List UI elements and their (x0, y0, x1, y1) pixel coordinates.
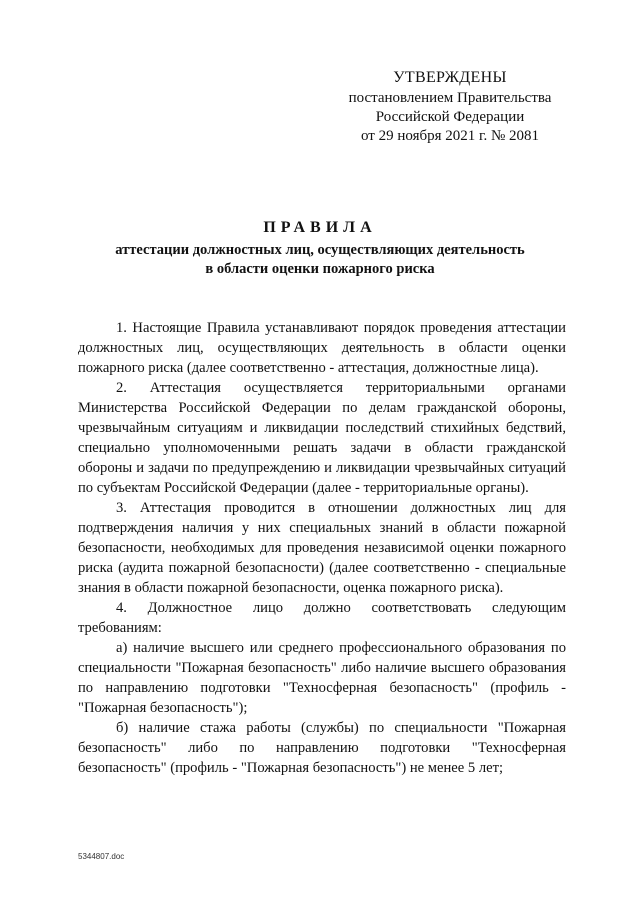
paragraph-2: 2. Аттестация осуществляется территориальными органами Министерства Российской Федерации по делам гражданской обороны, чрезвычайным ситуациям и ликвидации последствий стихийных бедствий, специально уполномоченными решать задачи в области гражданской обороны и задачи по предупреждению и ликвидации чрезвычайных ситуаций по субъектам Российской Федерации (далее - территориальные органы). (78, 380, 566, 496)
paragraph-4a: а) наличие высшего или среднего профессионального образования по специальности "Пожарная безопасность" либо наличие высшего образования по направлению подготовки "Техносферная безопасность" (профиль - "Пожарная безопасность"); (78, 640, 566, 716)
paragraph-4b: б) наличие стажа работы (службы) по специальности "Пожарная безопасность" либо по направлению подготовки "Техносферная безопасность" (профиль - "Пожарная безопасность") не менее 5 лет; (78, 720, 566, 776)
paragraph-4: 4. Должностное лицо должно соответствовать следующим требованиям: (78, 600, 566, 636)
approval-line-1: постановлением Правительства (348, 90, 552, 106)
subtitle-line-2: в области оценки пожарного риска (205, 261, 435, 277)
document-subtitle (70, 241, 570, 279)
approval-line-2: Российской Федерации (375, 109, 525, 125)
approval-stamp (330, 68, 570, 146)
file-name-footer: 5344807.doc (78, 852, 125, 861)
subtitle-line-1: аттестации должностных лиц, осуществляющих деятельность (115, 242, 525, 258)
document-body (78, 318, 566, 778)
paragraph-3: 3. Аттестация проводится в отношении должностных лиц для подтверждения наличия у них специальных знаний в области пожарной безопасности, необходимых для проведения независимой оценки пожарного риска (аудита пожарной безопасности) (далее соответственно - специальные знания в области пожарной безопасности, оценка пожарного риска). (78, 500, 566, 596)
document-title: ПРАВИЛА (263, 219, 377, 236)
approval-heading: УТВЕРЖДЕНЫ (393, 69, 507, 86)
approval-line-3: от 29 ноября 2021 г. № 2081 (360, 128, 540, 144)
paragraph-1: 1. Настоящие Правила устанавливают порядок проведения аттестации должностных лиц, осуществляющих деятельность в области оценки пожарного риска (далее соответственно - аттестация, должностные лица). (78, 320, 566, 376)
